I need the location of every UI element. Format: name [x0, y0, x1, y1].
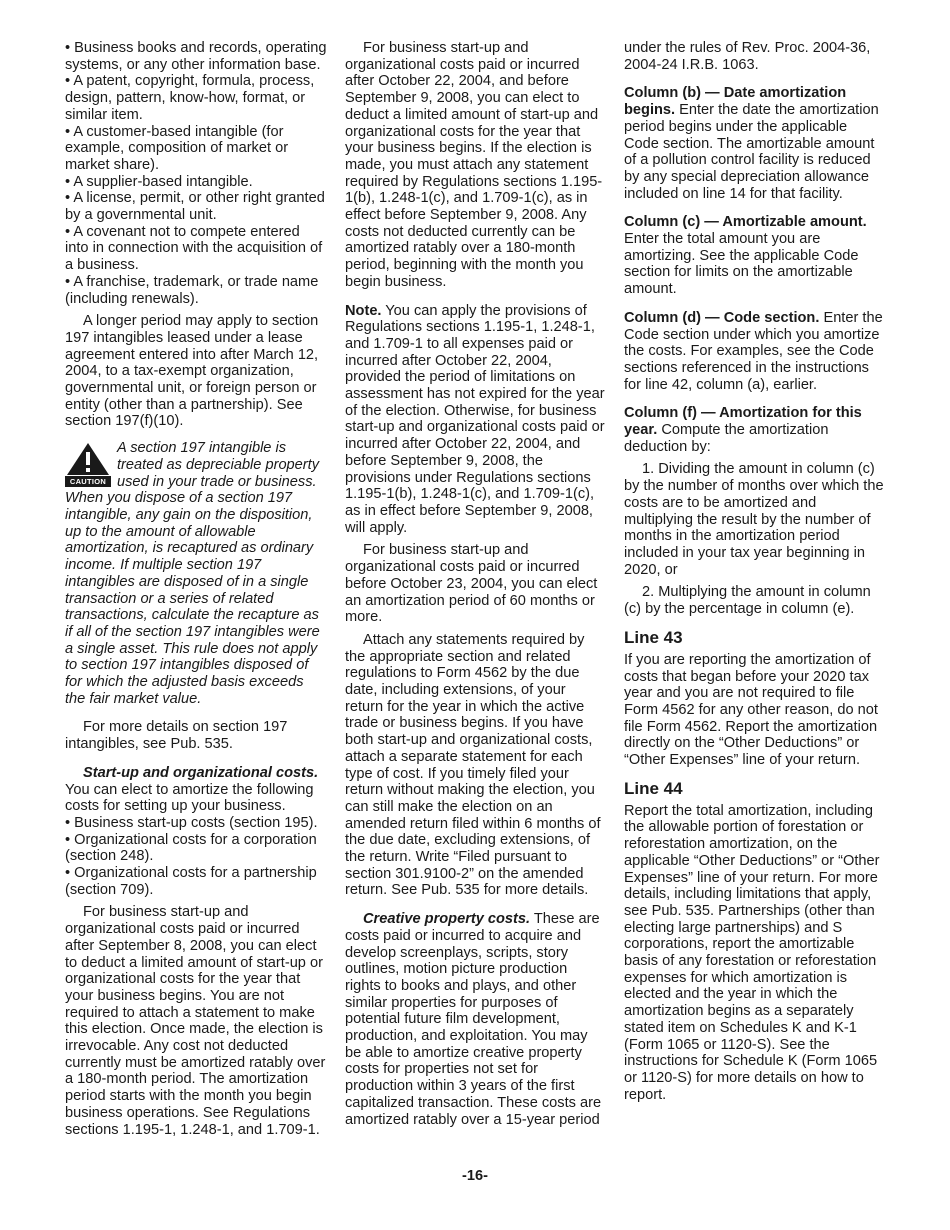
startup-intro: You can elect to amortize the following costs for setting up your business.: [65, 781, 314, 815]
column-f-paragraph: [624, 405, 886, 455]
page-number: -16-: [462, 1168, 488, 1184]
column-d-heading: Column (d) — Code section.: [624, 309, 820, 326]
creative-heading: Creative property costs.: [363, 911, 531, 928]
column-3: [624, 40, 886, 1103]
bullet-item: • A supplier-based intangible.: [65, 173, 253, 190]
note-text: You can apply the provisions of Regulations sections 1.195-1, 1.248-1, and 1.709-1 to all expenses paid or incurred after October 22, 2004, provided the period of limitations on assessment has not expired for the year of the election. Otherwise, for business start-up and organizational costs paid or incurred after October 22, 2004, and before September 9, 2008, the provisions under Regulations sections 1.195-1(b), 1.248-1(c), and 1.709-1(c), as in effect before September 9, 2008, will apply.: [345, 302, 605, 536]
numbered-item: 2. Multiplying the amount in column (c) by the percentage in column (e).: [624, 584, 871, 618]
creative-paragraph: [345, 911, 607, 1128]
bullet-item: • Business start-up costs (section 195).: [65, 814, 318, 831]
creative-text: These are costs paid or incurred to acquire and develop screenplays, scripts, story outlines, motion picture production rights to books and plays, and other similar properties for purposes of potential future film development, production, and exploitation. You may be able to amortize creative property costs for properties not set for production within 3 years of the first capitalized transaction. These costs are amortized ratably over a 15-year period: [345, 911, 602, 1128]
more-details-paragraph: For more details on section 197 intangibles, see Pub. 535.: [65, 719, 288, 753]
bullet-item: • Business books and records, operating systems, or any other information base.: [65, 40, 327, 73]
column-b-paragraph: [624, 85, 886, 202]
note-label: Note.: [345, 302, 382, 319]
column-c-heading: Column (c) — Amortizable amount.: [624, 214, 867, 231]
column-c-paragraph: [624, 214, 886, 298]
caution-box: [65, 440, 327, 707]
column-b-heading: Column (b) — Date amortization begins.: [624, 85, 847, 119]
note-paragraph: [345, 303, 607, 537]
column-1: [65, 40, 327, 1138]
line-43-paragraph: If you are reporting the amortization of costs that began before your 2020 tax year and you are not required to file Form 4562 for any other reason, do not file Form 4562. Report the amortization directly on the “Other Deductions” or “Other Expenses” line of your return.: [624, 651, 878, 769]
numbered-item: 1. Dividing the amount in column (c) by the number of months over which the costs are to be amortized and multiplying the result by the number of months in the amortization period included in your tax year beginning in 2020, or: [624, 461, 884, 578]
continued-paragraph: under the rules of Rev. Proc. 2004-36, 2004-24 I.R.B. 1063.: [624, 40, 871, 73]
oct22-paragraph: For business start-up and organizational costs paid or incurred after October 22, 2004, and before September 9, 2008, you can elect to deduct a limited amount of start-up and organizational costs for the year that your business begins. If the election is made, you must attach any statement required by Regulations sections 1.195-1(b), 1.248-1(c), and 1.709-1(c), as in effect before September 9, 2008. Any costs not deducted currently can be amortized ratably over a 180-month period, beginning with the month you begin business.: [345, 40, 603, 290]
column-c-text: Enter the total amount you are amortizing. See the applicable Code section for limits on the amortizable amount.: [624, 231, 859, 298]
column-d-paragraph: [624, 310, 886, 394]
column-2: [345, 40, 607, 1128]
bullet-item: • A franchise, trademark, or trade name (including renewals).: [65, 273, 319, 307]
bullet-item: • A customer-based intangible (for example, composition of market or market share).: [65, 123, 289, 173]
line-44-heading: Line 44: [624, 778, 683, 798]
before-oct23-paragraph: For business start-up and organizational costs paid or incurred before October 23, 2004, you can elect an amortization period of 60 months or more.: [345, 542, 598, 626]
column-f-text: Compute the amortization deduction by:: [624, 422, 829, 455]
bullet-item: • A license, permit, or other right granted by a governmental unit.: [65, 190, 325, 224]
column-d-text: Enter the Code section under which you amortize the costs. For examples, see the Code sections referenced in the instructions for line 42, column (a), earlier.: [624, 309, 883, 393]
bullet-item: • Organizational costs for a corporation (section 248).: [65, 831, 317, 865]
attach-paragraph: Attach any statements required by the appropriate section and related regulations to Form 4562 by the due date, including extensions, of your return for the year in which the active trade or business begins. If you have both start-up and organizational costs, attach a separate statement for each type of cost. If you timely filed your return without making the election, you can still make the election on an amended return filed within 6 months of the due date, excluding extensions, of the return. Write “Filed pursuant to section 301.9100-2” on the amended return. See Pub. 535 for more details.: [345, 631, 601, 899]
startup-heading: Start-up and organizational costs.: [83, 764, 319, 781]
caution-text: A section 197 intangible is treated as depreciable property used in your trade or business. When you dispose of a section 197 intangible, any gain on the disposition, up to the amount of allowable amortization, is recaptured as ordinary income. If multiple section 197 intangibles are disposed of in a single transaction or a series of related transactions, calculate the recapture as if all of the section 197 intangibles were a single asset. This rule does not apply to section 197 intangibles disposed of for which the adjusted basis exceeds the fair market value.: [65, 440, 320, 707]
bullet-item: • Organizational costs for a partnership (section 709).: [65, 865, 317, 898]
caution-label: CAUTION: [65, 476, 111, 487]
line-44-paragraph: Report the total amortization, including the allowable portion of forestation or reforestation amortization, on the applicable “Other Deductions” or “Other Expenses” line of your return. For more details, including limitations that apply, see Pub. 535. Partnerships (other than electing large partnerships) and S corporations, report the amortizable basis of any forestation or reforestation expenses for which amortization is elected and the year in which the amortization begins as a separately stated item on Schedules K and K-1 (Form 1065 or 1120-S). See the instructions for Schedule K (Form 1065 or 1120-S) for more details on how to report.: [624, 802, 880, 1103]
line-43-heading: Line 43: [624, 627, 683, 647]
bullet-item: • A covenant not to compete entered into in connection with the acquisition of a business.: [65, 223, 323, 274]
after-sept8-paragraph: For business start-up and organizational costs paid or incurred after September 8, 2008, you can elect to deduct a limited amount of start-up or organizational costs for the year that your business begins. You are not required to attach a statement to make this election. Once made, the election is irrevocable. Any cost not deducted currently must be amortized ratably over a 180-month period. The amortization period starts with the month you begin business operations. See Regulations sections 1.195-1, 1.248-1, and 1.709-1.: [65, 904, 326, 1138]
startup-paragraph: [65, 765, 327, 815]
column-b-text: Enter the date the amortization period begins under the applicable Code section. The amortizable amount of a pollution control facility is reduced by any special depreciation allowance included on line 14 for that facility.: [624, 102, 879, 202]
caution-icon: [65, 442, 111, 490]
longer-period-paragraph: A longer period may apply to section 197 intangibles leased under a lease agreement entered into after March 12, 2004, to a tax-exempt organization, governmental unit, or foreign person or entity (other than a partnership). See section 197(f)(10).: [65, 313, 319, 430]
column-f-heading: Column (f) — Amortization for this year.: [624, 405, 862, 439]
bullet-item: • A patent, copyright, formula, process, design, pattern, know-how, format, or similar item.: [65, 73, 315, 123]
